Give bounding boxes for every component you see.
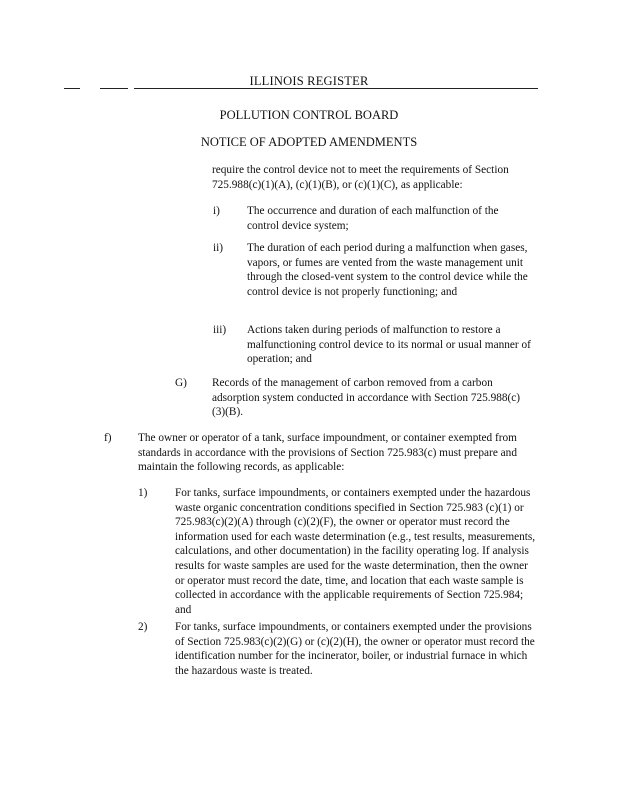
notice-title: NOTICE OF ADOPTED AMENDMENTS [200, 135, 418, 149]
item-ii-text: The duration of each period during a malfunction when gases, vapors, or fumes are vented from the waste management unit through the closed-vent system to the control device while the control device is not properly functioning; and [247, 242, 528, 298]
register-title: ILLINOIS REGISTER [249, 74, 369, 88]
board-name: POLLUTION CONTROL BOARD [219, 108, 399, 122]
item-ii-label: ii) [213, 242, 224, 254]
item-i-label: i) [213, 205, 220, 217]
item-2-text: For tanks, surface impoundments, or containers exempted under the provisions of Section 725.983(c)(2)(G) or (c)(2)(H), the owner or operator must record the identification number for the incinerator, boiler, or industrial furnace in which the hazardous waste is treated. [175, 621, 535, 677]
item-g-text: Records of the management of carbon removed from a carbon adsorption system conducted in accordance with Section 725.988(c)(3)(B). [212, 377, 521, 419]
intro-paragraph: require the control device not to meet the requirements of Section 725.988(c)(1)(A), (c)(1)(B), or (c)(1)(C), as applicable: [212, 164, 509, 191]
item-iii-text: Actions taken during periods of malfunction to restore a malfunctioning control device to its normal or usual manner of operation; and [247, 324, 531, 366]
item-iii-label: iii) [213, 324, 227, 336]
item-1-text: For tanks, surface impoundments, or containers exempted under the hazardous waste organic concentration conditions specified in Section 725.983 (c)(1) or 725.983(c)(2)(A) through (c)(2)(F), the owner or operator must record the information used for each waste determination (e.g., test results, measurements, calculations, and other documentation) in the facility operating log. If analysis results for waste samples are used for the waste determination, then the owner or operator must record the date, time, and location that each waste sample is collected in accordance with the applicable requirements of Section 725.984; and [175, 487, 536, 616]
item-i-text: The occurrence and duration of each malfunction of the control device system; [247, 205, 499, 232]
subsection-f-label: f) [104, 432, 112, 444]
item-1-label: 1) [138, 487, 148, 499]
item-2-label: 2) [138, 621, 148, 633]
subsection-f-text: The owner or operator of a tank, surface impoundment, or container exempted from standards in accordance with the provisions of Section 725.983(c) must prepare and maintain the following records, as applicable: [138, 432, 517, 474]
item-g-label: G) [175, 377, 187, 389]
